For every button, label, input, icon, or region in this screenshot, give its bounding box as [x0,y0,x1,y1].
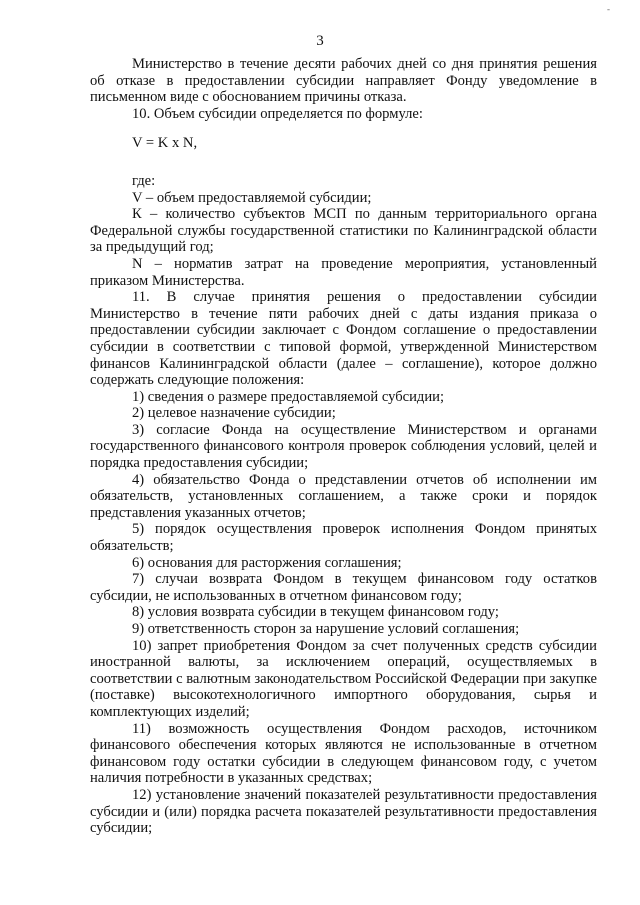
list-item-7: 7) случаи возврата Фондом в текущем финансовом году остатков субсидии, не использованных в отчетном финансовом году; [90,571,597,604]
paragraph-10-formula-intro: 10. Объем субсидии определяется по формуле: [132,105,423,122]
paragraph-11-agreement: 11. В случае принятия решения о предоставлении субсидии Министерство в течение пяти рабочих дней с даты издания приказа о предоставлении субсидии заключает с Фондом соглашение о предоставлении субсидии в соответствии с типовой формой, утвержденной Министерством финансов Калининградской области (далее – соглашение), которое должно содержать следующие положения: [90,289,597,389]
formula-where: где: [132,172,156,189]
list-item-1: 1) сведения о размере предоставляемой субсидии; [132,388,445,405]
formula-term-v: V – объем предоставляемой субсидии; [132,189,372,206]
list-item-10: 10) запрет приобретения Фондом за счет полученных средств субсидии иностранной валюты, за исключением операций, осуществляемых в соответствии с валютным законодательством Российской Федерации при закупке (поставке) высокотехнологичного импортного оборудования, сырья и комплектующих изделий; [90,637,597,720]
paragraph-refusal-notice: Министерство в течение десяти рабочих дней со дня принятия решения об отказе в предоставлении субсидии направляет Фонду уведомление в письменном виде с обоснованием причины отказа. [90,56,597,106]
formula: V = K x N, [132,135,198,152]
page-number: 3 [316,33,324,49]
list-item-3: 3) согласие Фонда на осуществление Министерством и органами государственного финансового контроля проверок соблюдения условий, целей и порядка предоставления субсидии; [90,421,597,472]
list-item-8: 8) условия возврата субсидии в текущем финансовом году; [132,604,499,621]
list-item-11: 11) возможность осуществления Фондом расходов, источником финансового обеспечения которых являются не использованные в отчетном финансовом году остатки субсидии в следующем финансовом году, с учетом наличия потребности в указанных средствах; [90,720,597,787]
document-body [90,56,597,837]
formula-term-k: К – количество субъектов МСП по данным территориального органа Федеральной службы государственной статистики по Калининградской области за предыдущий год; [90,206,597,256]
list-item-5: 5) порядок осуществления проверок исполнения Фондом принятых обязательств; [90,521,597,555]
page-mark: - [607,4,610,14]
list-item-12: 12) установление значений показателей результативности предоставления субсидии и (или) порядка расчета показателей результативности предоставления субсидии; [90,786,597,837]
formula-term-n: N – норматив затрат на проведение мероприятия, установленный приказом Министерства. [90,255,597,289]
list-item-9: 9) ответственность сторон за нарушение условий соглашения; [132,621,520,637]
list-item-6: 6) основания для расторжения соглашения; [132,554,402,571]
list-item-2: 2) целевое назначение субсидии; [132,405,336,422]
list-item-4: 4) обязательство Фонда о представлении отчетов об исполнении им обязательств, установленных соглашением, а также сроки и порядок представления указанных отчетов; [90,471,597,521]
